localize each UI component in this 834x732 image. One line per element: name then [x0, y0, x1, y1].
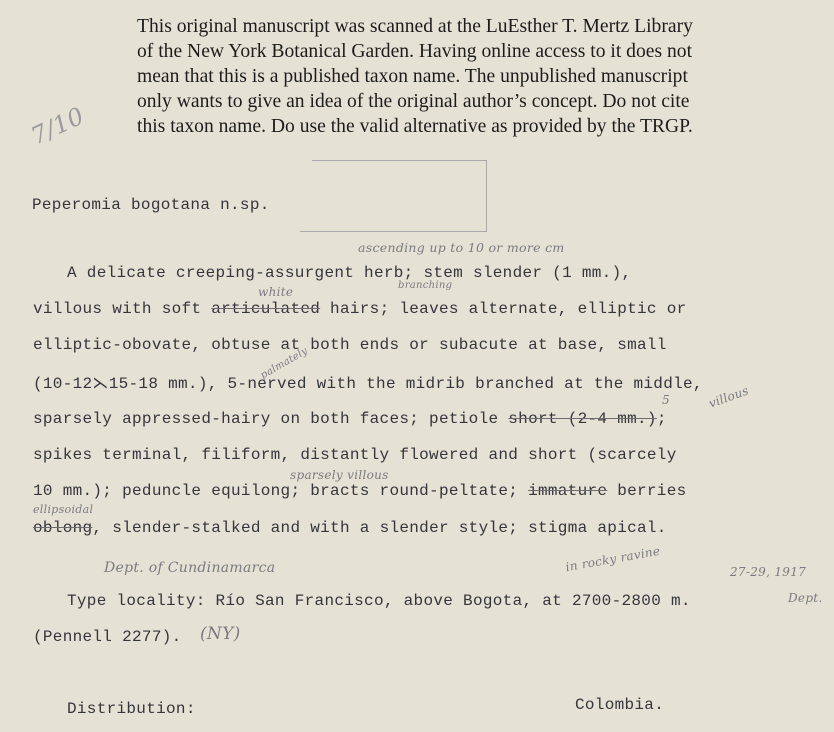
notice-line: This original manuscript was scanned at the LuEsther T. Mertz Library: [137, 16, 693, 37]
type-locality-line-1: Type locality: Río San Francisco, above Bogota, at 2700-2800 m.: [67, 592, 691, 610]
notice-line: this taxon name. Do use the valid alternative as provided by the TRGP.: [137, 116, 693, 137]
desc-line-7: 10 mm.); peduncle equilong; bracts round-peltate; immature berries: [33, 482, 687, 500]
margin-pencil-note: 7/10: [26, 101, 89, 151]
note-date: 27-29, 1917: [730, 565, 807, 579]
note-ny: (NY): [200, 624, 241, 644]
desc-line-6: spikes terminal, filiform, distantly flowered and short (scarcely: [33, 446, 677, 464]
desc-line-4: (10-12⋋15-18 mm.), 5-nerved with the midrib branched at the middle,: [33, 375, 703, 393]
type-locality-line-2: (Pennell 2277).: [33, 628, 182, 646]
desc-line-3: elliptic-obovate, obtuse at both ends or subacute at base, small: [33, 336, 667, 354]
note-ravine: in rocky ravine: [564, 543, 662, 575]
notice-line: mean that this is a published taxon name. The unpublished manuscript: [137, 66, 688, 87]
note-branching: branching: [398, 280, 453, 291]
note-ellipsoidal: ellipsoidal: [33, 503, 94, 516]
note-dept-cundinamarca: Dept. of Cundinamarca: [104, 560, 276, 576]
note-dept: Dept.: [788, 591, 823, 605]
notice-line: only wants to give an idea of the original author’s concept. Do not cite: [137, 91, 690, 112]
pencil-line-bottom: [300, 231, 486, 232]
distribution-value: Colombia.: [575, 696, 665, 714]
note-five: 5: [662, 393, 670, 407]
note-sparsely-villous: sparsely villous: [290, 468, 389, 482]
species-title: Peperomia bogotana n.sp.: [32, 196, 270, 214]
copyright-notice: [137, 14, 827, 139]
note-palmately: palmately: [258, 345, 310, 382]
note-villous: villous: [706, 383, 751, 411]
distribution-label: Distribution:: [67, 700, 196, 718]
note-ascending: ascending up to 10 or more cm: [358, 240, 565, 255]
desc-line-5: sparsely appressed-hairy on both faces; petiole short (2-4 mm.);: [33, 410, 667, 428]
pencil-line-right: [486, 160, 487, 232]
note-white: white: [258, 285, 294, 299]
desc-line-1: A delicate creeping-assurgent herb; stem slender (1 mm.),: [67, 264, 632, 282]
desc-line-8: oblong, slender-stalked and with a slender style; stigma apical.: [33, 519, 667, 537]
desc-line-2: villous with soft articulated hairs; leaves alternate, elliptic or: [33, 300, 687, 318]
notice-line: of the New York Botanical Garden. Having online access to it does not: [137, 41, 693, 62]
pencil-line-top: [312, 160, 487, 161]
